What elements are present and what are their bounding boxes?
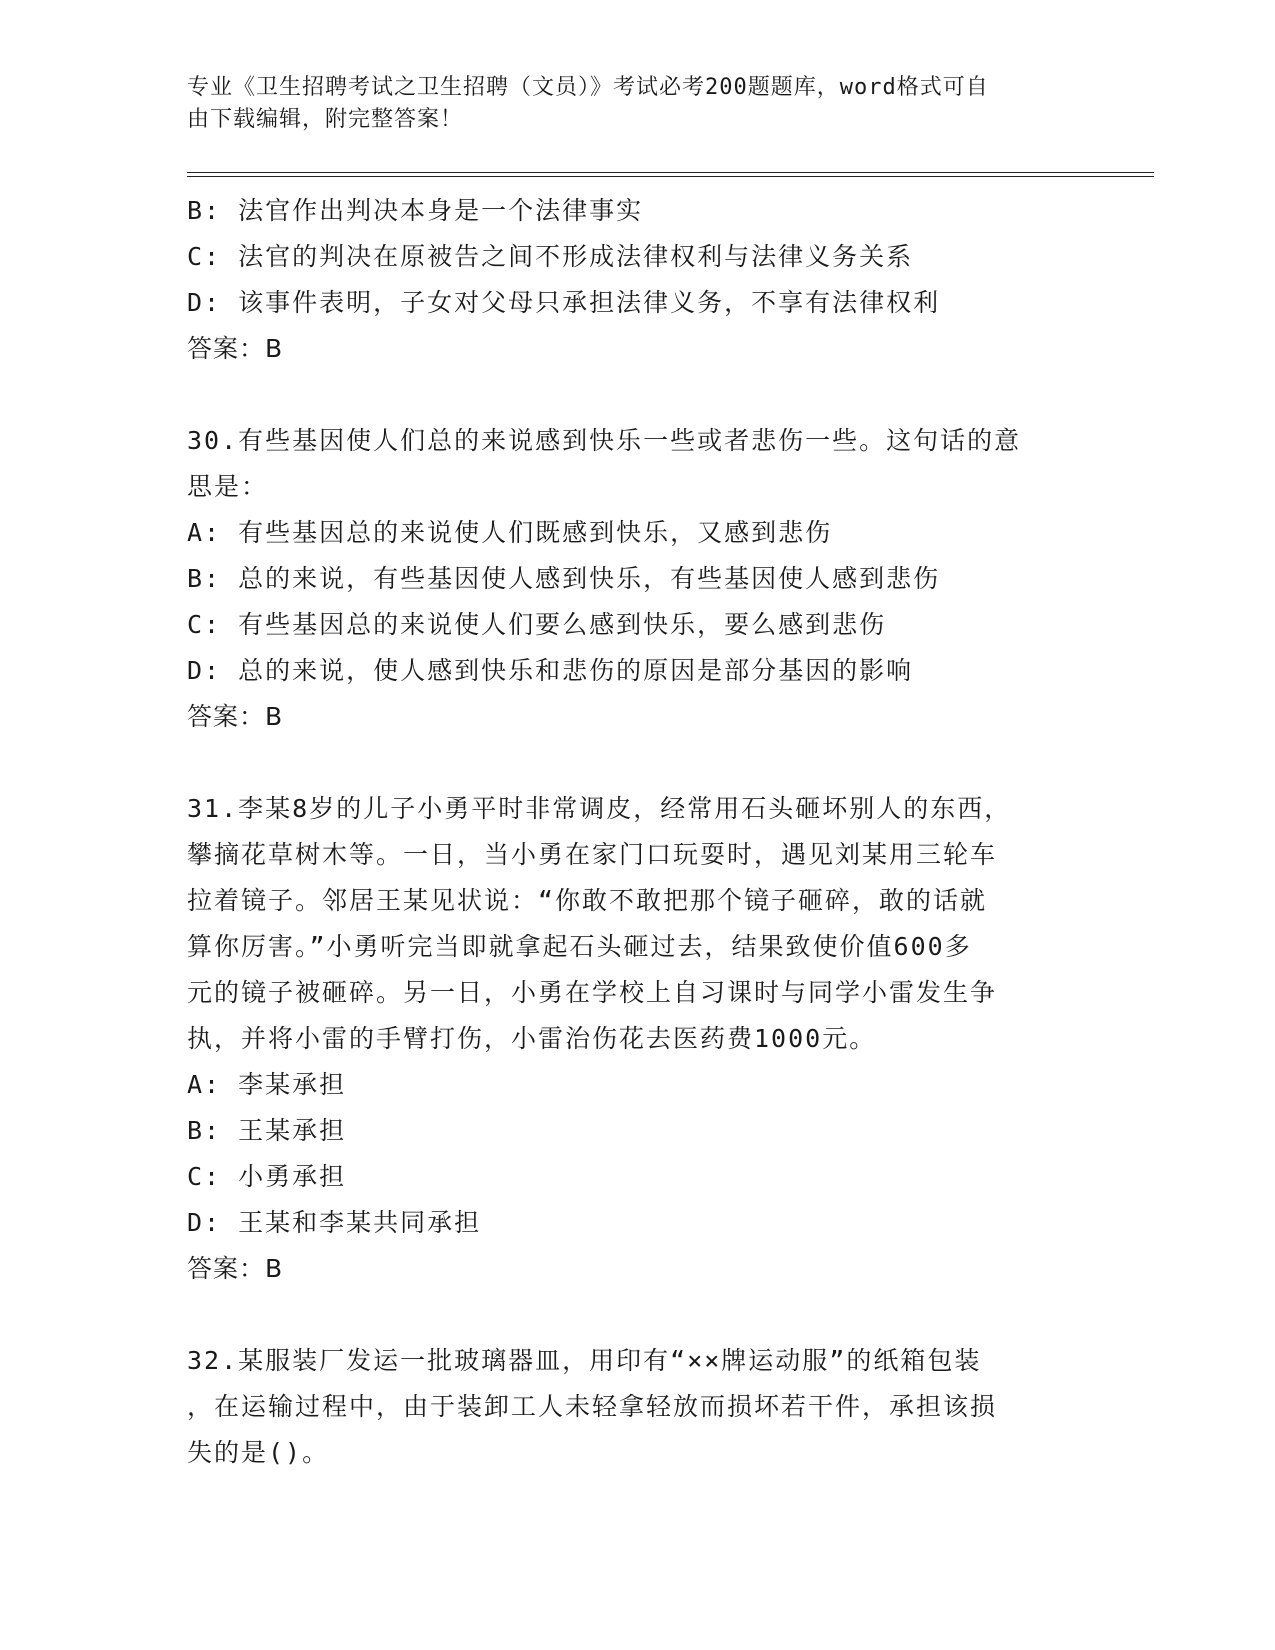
q30-option-a: A: 有些基因总的来说使人们既感到快乐，又感到悲伤 [187,518,833,547]
q31-option-d: D: 王某和李某共同承担 [187,1208,482,1237]
header-divider-bottom [187,176,1154,177]
header-divider-top [187,172,1154,173]
q32-stem-line-3: 失的是()。 [187,1438,330,1467]
q30-option-b: B: 总的来说，有些基因使人感到快乐，有些基因使人感到悲伤 [187,564,941,593]
q31-stem-line-4: 算你厉害。”小勇听完当即就拿起石头砸过去，结果致使价值600多 [187,932,972,961]
q31-option-b: B: 王某承担 [187,1116,347,1145]
q31-stem-line-5: 元的镜子被砸碎。另一日，小勇在学校上自习课时与同学小雷发生争 [187,978,998,1007]
q32-stem-line-1: 32.某服装厂发运一批玻璃器皿，用印有“××牌运动服”的纸箱包装 [187,1346,982,1375]
header-line-1: 专业《卫生招聘考试之卫生招聘（文员）》考试必考200题题库，word格式可自 [187,75,989,100]
question-content [187,188,1087,1476]
spacer [187,1292,1087,1338]
q31-option-a: A: 李某承担 [187,1070,347,1099]
question-30 [187,418,1087,740]
header-line-2: 由下载编辑，附完整答案！ [187,107,464,132]
q32-stem-line-2: ，在运输过程中，由于装卸工人未轻拿轻放而损坏若干件，承担该损 [187,1392,998,1421]
spacer [187,740,1087,786]
q31-stem-line-1: 31.李某8岁的儿子小勇平时非常调皮，经常用石头砸坏别人的东西， [187,794,1012,823]
q30-answer: 答案：B [187,702,284,731]
spacer [187,372,1087,418]
q30-option-d: D: 总的来说，使人感到快乐和悲伤的原因是部分基因的影响 [187,656,914,685]
q30-option-c: C: 有些基因总的来说使人们要么感到快乐，要么感到悲伤 [187,610,887,639]
q31-stem-line-2: 攀摘花草树木等。一日，当小勇在家门口玩耍时，遇见刘某用三轮车 [187,840,998,869]
document-header [187,72,1077,136]
question-32 [187,1338,1087,1476]
q30-stem-line-1: 30.有些基因使人们总的来说感到快乐一些或者悲伤一些。这句话的意 [187,426,1022,455]
q31-stem-line-3: 拉着镜子。邻居王某见状说：“你敢不敢把那个镜子砸碎，敢的话就 [187,886,988,915]
q29-option-c: C: 法官的判决在原被告之间不形成法律权利与法律义务关系 [187,242,914,271]
q31-answer: 答案：B [187,1254,284,1283]
q30-stem-line-2: 思是： [187,472,269,501]
q31-stem-line-6: 执，并将小雷的手臂打伤，小雷治伤花去医药费1000元。 [187,1024,877,1053]
q29-option-b: B: 法官作出判决本身是一个法律事实 [187,196,644,225]
q29-option-d: D: 该事件表明，子女对父母只承担法律义务，不享有法律权利 [187,288,941,317]
question-29 [187,188,1087,372]
q29-answer: 答案：B [187,334,284,363]
q31-option-c: C: 小勇承担 [187,1162,347,1191]
question-31 [187,786,1087,1292]
